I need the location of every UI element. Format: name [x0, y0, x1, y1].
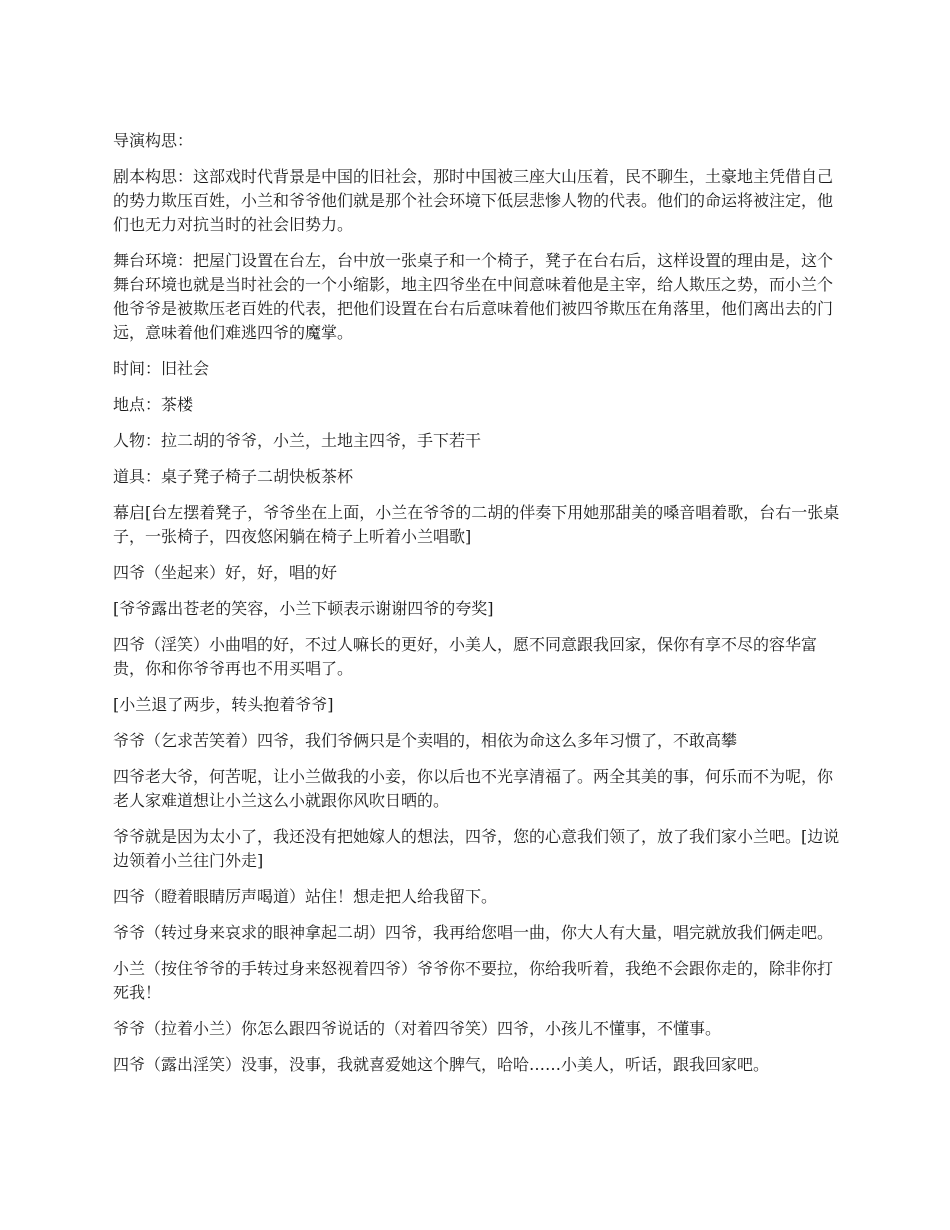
paragraph-script-concept: 剧本构思：这部戏时代背景是中国的旧社会，那时中国被三座大山压着，民不聊生，土豪地主凭借自己的势力欺压百姓，小兰和爷爷他们就是那个社会环境下低层悲惨人物的代表。他们的命运将被注定，他们也无力对抗当时的社会旧势力。: [113, 167, 834, 234]
dialogue-line: 爷爷（乞求苦笑着）四爷，我们爷俩只是个卖唱的，相依为命这么多年习惯了，不敢高攀: [113, 731, 738, 750]
heading-director-concept: 导演构思：: [113, 131, 194, 150]
script-text: [113, 129, 843, 1089]
stage-direction: [爷爷露出苍老的笑容，小兰下顿表示谢谢四爷的夸奖]: [113, 599, 494, 618]
dialogue-line: 四爷（瞪着眼睛厉声喝道）站住！想走把人给我留下。: [113, 887, 498, 906]
dialogue-line: 四爷（坐起来）好，好，唱的好: [113, 563, 338, 582]
stage-direction: [小兰退了两步，转头抱着爷爷]: [113, 695, 334, 714]
line-characters: 人物：拉二胡的爷爷，小兰，土地主四爷，手下若干: [113, 431, 482, 450]
dialogue-line: 爷爷（转过身来哀求的眼神拿起二胡）四爷，我再给您唱一曲，你大人有大量，唱完就放我们俩走吧。: [113, 923, 834, 942]
dialogue-line: 四爷（露出淫笑）没事，没事，我就喜爱她这个脾气，哈哈……小美人，听话，跟我回家吧。: [113, 1055, 770, 1074]
dialogue-line: 四爷老大爷，何苦呢，让小兰做我的小妾，你以后也不光享清福了。两全其美的事，何乐而不为呢，你老人家难道想让小兰这么小就跟你风吹日晒的。: [113, 767, 834, 810]
dialogue-line: 小兰（按住爷爷的手转过身来怒视着四爷）爷爷你不要拉，你给我听着，我绝不会跟你走的，除非你打死我！: [113, 959, 834, 1002]
line-time: 时间：旧社会: [113, 359, 210, 378]
line-props: 道具：桌子凳子椅子二胡快板茶杯: [113, 467, 354, 486]
dialogue-line: 爷爷就是因为太小了，我还没有把她嫁人的想法，四爷，您的心意我们领了，放了我们家小兰吧。[边说边领着小兰往门外走]: [113, 827, 840, 870]
dialogue-line: 爷爷（拉着小兰）你怎么跟四爷说话的（对着四爷笑）四爷，小孩儿不懂事，不懂事。: [113, 1019, 722, 1038]
stage-direction-curtain: 幕启[台左摆着凳子，爷爷坐在上面，小兰在爷爷的二胡的伴奏下用她那甜美的嗓音唱着歌，台右一张桌子，一张椅子，四夜悠闲躺在椅子上听着小兰唱歌]: [113, 503, 840, 546]
line-place: 地点：茶楼: [113, 395, 194, 414]
paragraph-stage-setting: 舞台环境：把屋门设置在台左，台中放一张桌子和一个椅子，凳子在台右后，这样设置的理由是，这个舞台环境也就是当时社会的一个小缩影，地主四爷坐在中间意味着他是主宰，给人欺压之势，而小兰个他爷爷是被欺压老百姓的代表，把他们设置在台右后意味着他们被四爷欺压在角落里，他们离出去的门远，意味着他们难逃四爷的魔掌。: [113, 251, 834, 342]
dialogue-line: 四爷（淫笑）小曲唱的好，不过人嘛长的更好，小美人，愿不同意跟我回家，保你有享不尽的容华富贵，你和你爷爷再也不用买唱了。: [113, 635, 818, 678]
